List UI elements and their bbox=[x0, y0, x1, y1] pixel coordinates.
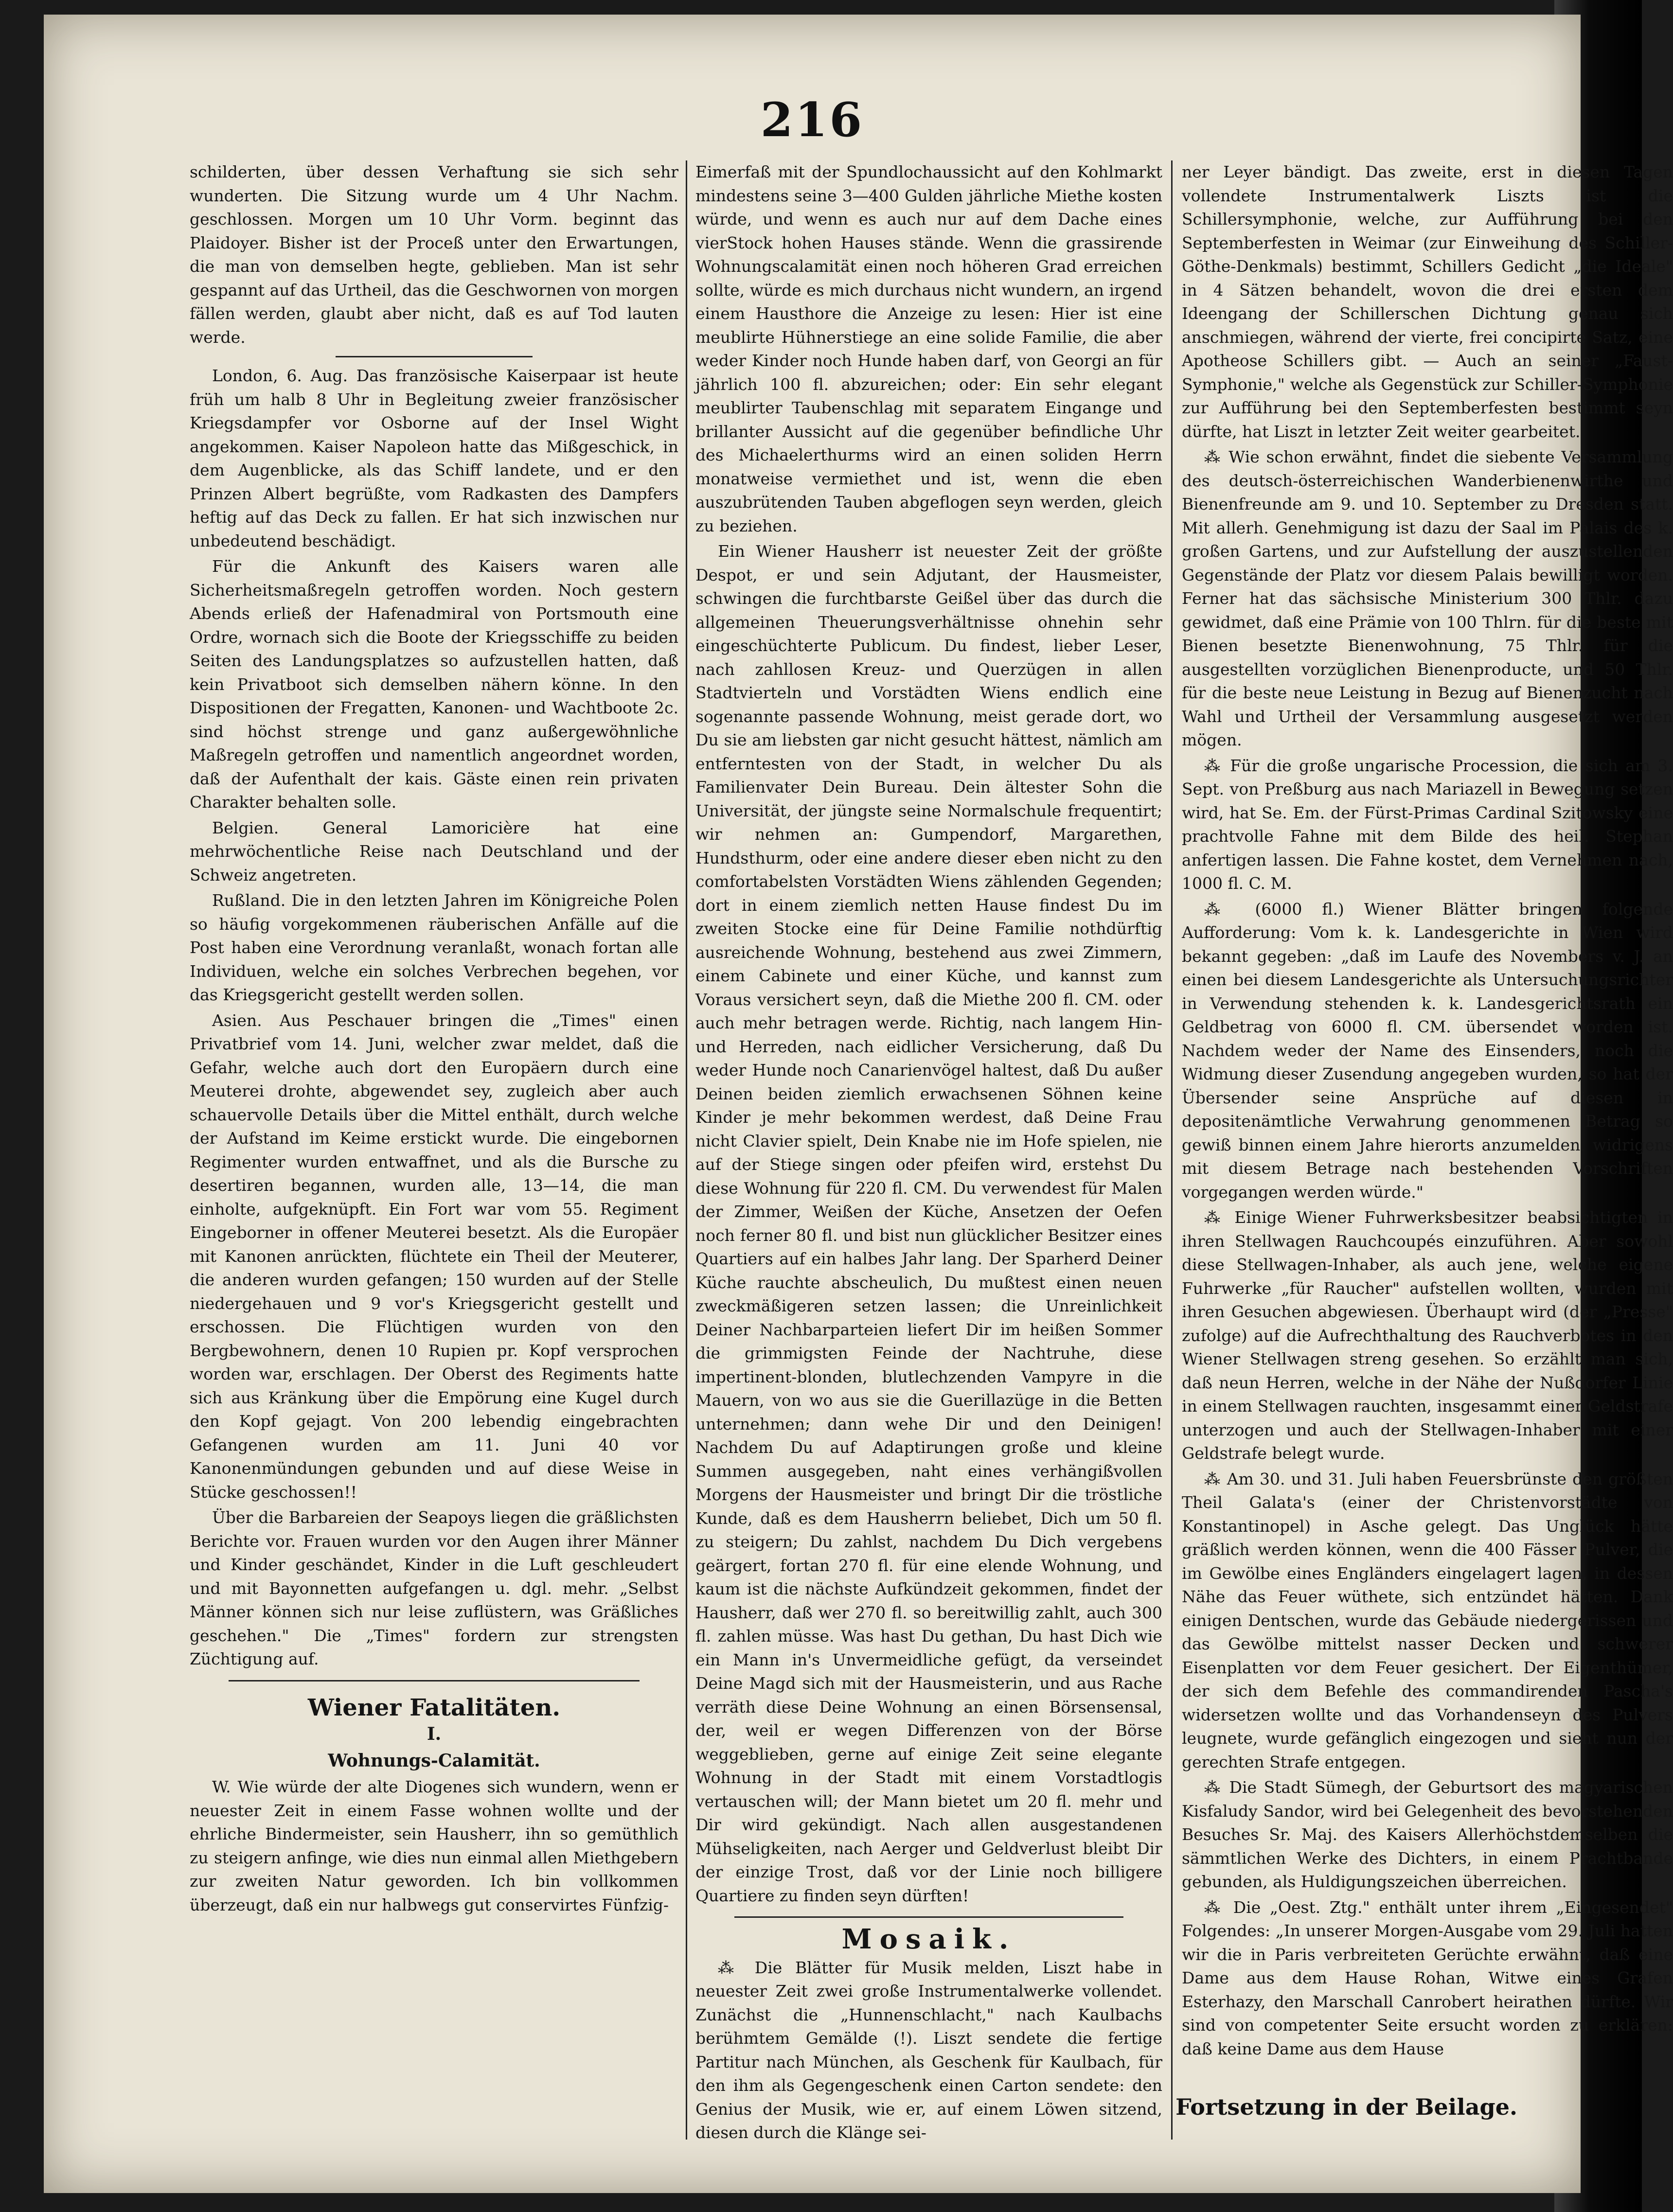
col3-paragraph: ⁂ Für die große ungarische Procession, die sich am 3. Sept. von Preßburg aus nach Mariazell in Bewegung setzen wird, hat Se. Em. der Fürst-Primas Cardinal Szitowsky eine prachtvolle Fahne mit dem Bilde des heil. Stephan anfertigen lassen. Die Fahne kostet, dem Vernehmen nach, 1000 fl. C. M. bbox=[1182, 756, 1673, 893]
column-rule-2 bbox=[1171, 160, 1173, 2140]
col3-paragraph: ⁂ (6000 fl.) Wiener Blätter bringen folgende Aufforderung: Vom k. k. Landesgerichte in Wien wird bekannt gegeben: „daß im Laufe des Novembers v. J. an einen bei diesem Landesgerichte als Untersuchungsrichter in Verwendung stehenden k. k. Landesgerichtsrath ein Geldbetrag von 6000 fl. CM. übersendet worden ist. Nachdem weder der Name des Einsenders, noch die Widmung dieser Zusendung angegeben wurden, so hat der Übersender seine Ansprüche auf diesen in depositenämtliche Verwahrung genommenen Betrag so gewiß binnen einem Jahre hierorts anzumelden, widrigens mit diesem Betrage nach bestehenden Vorschriften vorgegangen werden würde." bbox=[1182, 899, 1673, 1202]
section-number: I. bbox=[427, 1724, 442, 1744]
continuation-note: Fortsetzung in der Beilage. bbox=[1175, 2094, 1517, 2120]
col2-paragraph: ⁂ Die Blätter für Musik melden, Liszt habe in neuester Zeit zwei große Instrumentalwerke vollendet. Zunächst die „Hunnenschlacht," nach Kaulbachs berühmtem Gemälde (!). Liszt sendete die fertige Partitur nach München, als Geschenk für Kaulbach, für den ihm als Gegengeschenk einen Carton sendete: den Genius der Musik, wie er, auf einem Löwen sitzend, diesen durch die Klänge sei- bbox=[695, 1958, 1162, 2142]
col3-paragraph: ner Leyer bändigt. Das zweite, erst in diesen Tagen vollendete Instrumentalwerk Liszts ist die Schillersymphonie, welche, zur Aufführung bei den Septemberfesten in Weimar (zur Einweihung des Schiller-Göthe-Denkmals) bestimmt, Schillers Gedicht „die Ideale" in 4 Sätzen behandelt, wovon die drei ersten dem Ideengang der Schillerschen Dichtung genau sich anschmiegen, während der vierte, frei concipirte Satz, eine Apotheose Schillers gibt. — Auch an seiner „Faust-Symphonie," welche als Gegenstück zur Schiller-Symphonie zur Aufführung bei den Septemberfesten bestimmt seyn dürfte, hat Liszt in letzter Zeit weiter gearbeitet. bbox=[1182, 162, 1673, 441]
col3-paragraph: ⁂ Die „Oest. Ztg." enthält unter ihrem „Eingesendet" Folgendes: „In unserer Morgen-Ausgabe vom 29. Juli hatten wir die in Paris verbreiteten Gerüchte erwähnt, daß eine Dame aus dem Hause Rohan, Witwe eines Grafen Esterhazy, den Marschall Canrobert heirathen dürfte. Wir sind von competenter Seite ersucht worden zu erklären: daß keine Dame aus dem Hause bbox=[1182, 1897, 1673, 2058]
section-subtitle: Wohnungs-Calamität. bbox=[328, 1750, 540, 1771]
column-2 bbox=[695, 160, 1162, 2140]
divider bbox=[229, 1680, 640, 1681]
column-3 bbox=[1182, 160, 1673, 2140]
col3-paragraph: ⁂ Einige Wiener Fuhrwerksbesitzer beabsichtigten in ihren Stellwagen Rauchcoupés einzuführen. Aber sowohl diese Stellwagen-Inhaber, als auch jene, welche eigene Fuhrwerke „für Raucher" aufstellen wollten, wurden mit ihren Gesuchen abgewiesen. Überhaupt wird (der „Presse" zufolge) auf die Aufrechthaltung des Rauchverbotes in den Wiener Stellwagen streng gesehen. So erzählt man sich, daß neun Herren, welche in der Nähe der Nußdorfer Linie in einem Stellwagen rauchten, insgesammt einer Geldstrafe unterzogen und auch der Stellwagen-Inhaber mit einer Geldstrafe belegt wurde. bbox=[1182, 1208, 1673, 1463]
col1-paragraph: Asien. Aus Peschauer bringen die „Times" einen Privatbrief vom 14. Juni, welcher zwar meldet, daß die Gefahr, welche auch dort den Europäern durch eine Meuterei drohte, abgewendet sey, zugleich aber auch schauervolle Details über die Mittel enthält, durch welche der Aufstand im Keime erstickt wurde. Die eingebornen Regimenter wurden entwaffnet, und als die Bursche zu desertiren begannen, wurden alle, 13—14, die man einholte, aufgeknüpft. Ein Fort war vom 55. Regiment Eingeborner in offener Meuterei besetzt. Als die Europäer mit Kanonen anrückten, flüchtete ein Theil der Meuterer, die anderen wurden gefangen; 150 wurden auf der Stelle niedergehauen und 9 vor's Kriegsgericht gestellt und erschossen. Die Flüchtigen wurden von den Bergbewohnern, denen 10 Rupien pr. Kopf versprochen worden war, erschlagen. Der Oberst des Regiments hatte sich aus Kränkung über die Empörung eine Kugel durch den Kopf gejagt. Von 200 lebendig eingebrachten Gefangenen wurden am 11. Juni 40 vor Kanonenmündungen gebunden und auf diese Weise in Stücke geschossen!! bbox=[190, 1010, 678, 1502]
col1-paragraph: W. Wie würde der alte Diogenes sich wundern, wenn er neuester Zeit in einem Fasse wohnen wollte und der ehrliche Bindermeister, sein Hausherr, ihn so gemüthlich zu steigern anfinge, wie dies nun einmal allen Miethgebern zur zweiten Natur geworden. Ich bin vollkommen überzeugt, daß ein nur halbwegs gut conservirtes Fünfzig- bbox=[190, 1777, 678, 1914]
col3-paragraph: ⁂ Die Stadt Sümegh, der Geburtsort des magyarischen Kisfaludy Sandor, wird bei Gelegenheit des bevorstehenden Besuches Sr. Maj. des Kaisers Allerhöchstdemselben die sämmtlichen Werke des Dichters, in einem Prachtbande gebunden, als Huldigungszeichen überreichen. bbox=[1182, 1778, 1673, 1891]
mosaik-title: Mosaik. bbox=[841, 1923, 1016, 1955]
col3-paragraph: ⁂ Am 30. und 31. Juli haben Feuersbrünste den größten Theil Galata's (einer der Christenvorstädte von Konstantinopel) in Asche gelegt. Das Unglück hätte gräßlich werden können, wenn die 400 Fässer Pulver, die im Gewölbe eines Engländers eingelagert lagen, in dessen Nähe das Feuer wüthete, sich entzündet hätten. Dank einigen Dentschen, wurde das Gebäude niedergerissen und das Gewölbe mittelst nasser Decken und schwerer Eisenplatten vor dem Feuer gesichert. Der Eigenthümer, der sich dem Befehle des commandirenden Pascha's widersetzen wollte und das Vorhandenseyn des Pulvers leugnete, wurde gefänglich eingezogen und sieht nun der gerechten Strafe entgegen. bbox=[1182, 1469, 1673, 1771]
column-1 bbox=[190, 160, 678, 2140]
col1-paragraph: London, 6. Aug. Das französische Kaiserpaar ist heute früh um halb 8 Uhr in Begleitung zweier französischer Kriegsdampfer vor Osborne auf der Insel Wight angekommen. Kaiser Napoleon hatte das Mißgeschick, in dem Augenblicke, als das Schiff landete, und er den Prinzen Albert begrüßte, vom Radkasten des Dampfers heftig auf das Deck zu fallen. Er hat sich inzwischen nur unbedeutend beschädigt. bbox=[190, 366, 678, 550]
section-title: Wiener Fatalitäten. bbox=[307, 1694, 561, 1721]
col1-paragraph: schilderten, über dessen Verhaftung sie sich sehr wunderten. Die Sitzung wurde um 4 Uhr Nachm. geschlossen. Morgen um 10 Uhr Vorm. beginnt das Plaidoyer. Bisher ist der Proceß unter den Erwartungen, die man von demselben hegte, geblieben. Man ist sehr gespannt auf das Urtheil, das die Geschwornen von morgen fällen werden, glaubt aber nicht, daß es auf Tod lauten werde. bbox=[190, 162, 678, 347]
col1-paragraph: Rußland. Die in den letzten Jahren im Königreiche Polen so häufig vorgekommenen räuberischen Anfälle auf die Post haben eine Verordnung veranlaßt, wonach fortan alle Individuen, welche ein solches Verbrechen begehen, vor das Kriegsgericht gestellt werden sollen. bbox=[190, 891, 678, 1004]
col2-paragraph: Eimerfaß mit der Spundlochaussicht auf den Kohlmarkt mindestens seine 3—400 Gulden jährliche Miethe kosten würde, und wenn es auch nur auf dem Dache eines vierStock hohen Hauses stände. Wenn die grassirende Wohnungscalamität einen noch höheren Grad erreichen sollte, würde es mich durchaus nicht wundern, an irgend einem Hausthore die Anzeige zu lesen: Hier ist eine meublirte Hühnerstiege an eine solide Familie, die aber weder Kinder noch Hunde haben darf, von Georgi an für jährlich 100 fl. abzureichen; oder: Ein sehr elegant meublirter Taubenschlag mit separatem Eingange und brillanter Aussicht auf die gegenüber befindliche Uhr des Michaelerthurms wird an einen soliden Herrn monatweise vermiethet und ist, wenn die eben auszubrütenden Tauben abgeflogen seyn werden, gleich zu beziehen. bbox=[695, 162, 1162, 535]
col1-paragraph: Für die Ankunft des Kaisers waren alle Sicherheitsmaßregeln getroffen worden. Noch gestern Abends erließ der Hafenadmiral von Portsmouth eine Ordre, wornach sich die Boote der Kriegsschiffe zu beiden Seiten des Landungsplatzes so aufzustellen hatten, daß kein Privatboot sich demselben nähern könne. In den Dispositionen der Fregatten, Kanonen- und Wachtboote 2c. sind höchst strenge und ganz außergewöhnliche Maßregeln getroffen und namentlich angeordnet worden, daß der Aufenthalt der kais. Gäste einen rein privaten Charakter behalten solle. bbox=[190, 557, 678, 812]
divider bbox=[734, 1916, 1123, 1918]
column-rule-1 bbox=[686, 160, 687, 2140]
newspaper-page bbox=[44, 15, 1673, 2193]
col3-paragraph: ⁂ Wie schon erwähnt, findet die siebente Versammlung des deutsch-österreichischen Wanderbienenwirthe und Bienenfreunde am 9. und 10. September zu Dresden statt. Mit allerh. Genehmigung ist dazu der Saal im Palais des k. großen Gartens, und zur Aufstellung der auszustellenden Gegenstände der Platz vor diesem Palais bewilligt worden. Ferner hat das sächsische Ministerium 300 Thlr. dazu gewidmet, daß eine Prämie von 100 Thlrn. für die beste mit Bienen besetzte Bienenwohnung, 75 Thlr. für die ausgestellten vorzüglichen Bienenproducte, und 50 Thlr. für die beste neue Leistung in Bezug auf Bienenzucht nach Wahl und Urtheil der Versammlung ausgesetzt werden mögen. bbox=[1182, 447, 1673, 749]
col1-paragraph: Über die Barbareien der Seapoys liegen die gräßlichsten Berichte vor. Frauen wurden vor den Augen ihrer Männer und Kinder geschändet, Kinder in die Luft geschleudert und mit Bayonnetten aufgefangen u. dgl. mehr. „Selbst Männer können sich nur leise zuflüstern, was Gräßliches geschehen." Die „Times" fordern zur strengsten Züchtigung auf. bbox=[190, 1508, 678, 1668]
col1-paragraph: Belgien. General Lamoricière hat eine mehrwöchentliche Reise nach Deutschland und der Schweiz angetreten. bbox=[190, 818, 678, 885]
page-number: 216 bbox=[760, 92, 864, 147]
divider bbox=[336, 356, 533, 357]
col2-paragraph: Ein Wiener Hausherr ist neuester Zeit der größte Despot, er und sein Adjutant, der Hausmeister, schwingen die furchtbarste Geißel über das durch die allgemeinen Theuerungsverhältnisse ohnehin sehr eingeschüchterte Publicum. Du findest, lieber Leser, nach zahllosen Kreuz- und Querzügen in allen Stadtvierteln und Vorstädten Wiens endlich eine sogenannte passende Wohnung, meist gerade dort, wo Du sie am liebsten gar nicht gesucht hättest, nämlich am entferntesten von der Stadt, in welcher Du als Familienvater Dein Bureau. Dein ältester Sohn die Universität, der jüngste seine Normalschule frequentirt; wir nehmen an: Gumpendorf, Margarethen, Hundsthurm, oder eine andere dieser eben nicht zu den comfortabelsten Vorstädten Wiens zählenden Gegenden; dort in einem ziemlich netten Hause findest Du im zweiten Stocke eine für Deine Familie nothdürftig ausreichende Wohnung, bestehend aus zwei Zimmern, einem Cabinete und einer Küche, und kannst zum Voraus versichert seyn, daß die Miethe 200 fl. CM. oder auch mehr betragen werde. Richtig, nach langem Hin- und Herreden, nach eidlicher Versicherung, daß Du weder Hunde noch Canarienvögel haltest, daß Du außer Deinen beiden ziemlich erwachsenen Söhnen keine Kinder je mehr bekommen werdest, daß Deine Frau nicht Clavier spielt, Dein Knabe nie im Hofe spielen, nie auf der Stiege singen oder pfeifen wird, erstehst Du diese Wohnung für 220 fl. CM. Du verwendest für Malen der Zimmer, Weißen der Küche, Ansetzen der Oefen noch ferner 80 fl. und bist nun glücklicher Besitzer eines Quartiers auf ein halbes Jahr lang. Der Sparherd Deiner Küche rauchte abscheulich, Du mußtest einen neuen zweckmäßigeren setzen lassen; die Unreinlichkeit Deiner Nachbarparteien liefert Dir im heißen Sommer die grimmigsten Feinde der Nachtruhe, diese impertinent-blonden, blutlechzenden Vampyre in die Mauern, von wo aus sie die Guerillazüge in die Betten unternehmen; dann wehe Dir und den Deinigen! Nachdem Du auf Adaptirungen große und kleine Summen ausgegeben, naht eines verhängißvollen Morgens der Hausmeister und bringt Dir die tröstliche Kunde, daß es dem Hausherrn beliebet, Dich um 50 fl. zu steigern; Du zahlst, nachdem Du Dich vergebens geärgert, fortan 270 fl. für eine elende Wohnung, und kaum ist die nächste Aufkündzeit gekommen, findet der Hausherr, daß wer 270 fl. so bereitwillig zahlt, auch 300 fl. zahlen müsse. Was hast Du gethan, Du hast Dich wie ein Mann in's Unvermeidliche gefügt, da verseindet Deine Magd sich mit der Hausmeisterin, und aus Rache verräth diese Deine Wohnung an einen Börsensensal, der, weil er wegen Differenzen von der Börse weggeblieben, gerne auf einige Zeit seine elegante Wohnung in der Stadt mit einem Vorstadtlogis vertauschen will; der Mann bietet um 20 fl. mehr und Dir wird gekündigt. Nach allen ausgestandenen Mühseligkeiten, nach Aerger und Geldverlust bleibt Dir der einzige Trost, daß vor der Linie noch billigere Quartiere zu finden seyn dürften! bbox=[695, 542, 1162, 1905]
